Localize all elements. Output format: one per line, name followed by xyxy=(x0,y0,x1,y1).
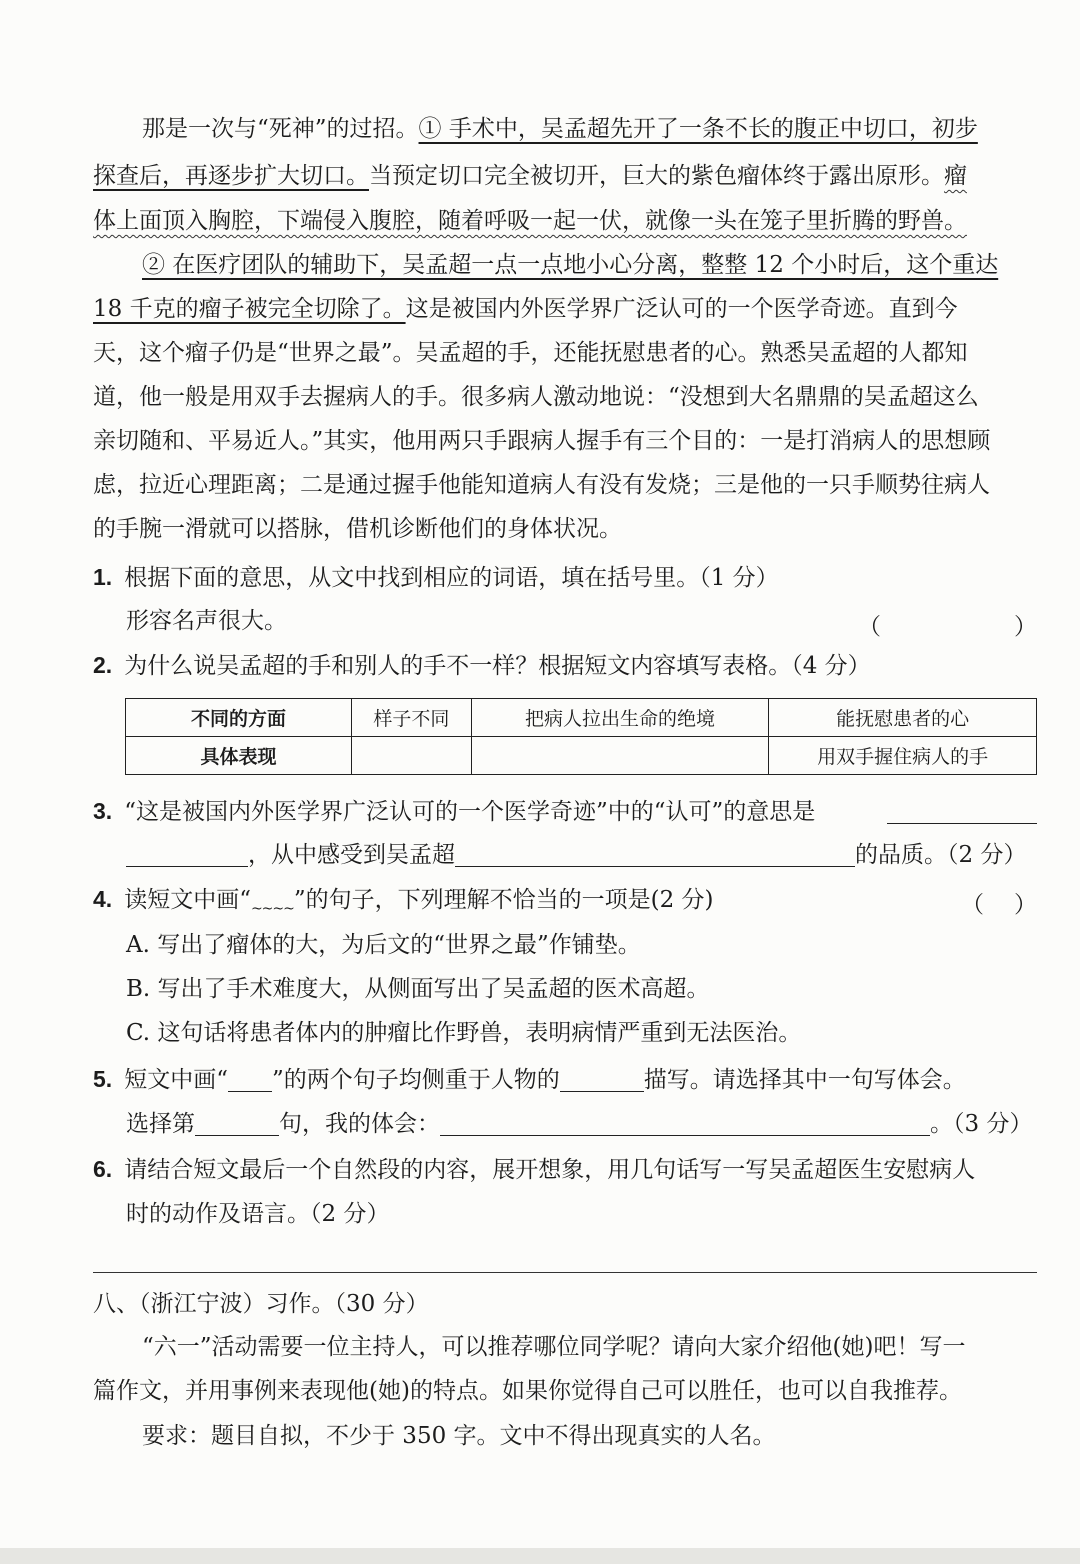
question-3-line2: ，从中感受到吴孟超 的品质。（2 分） xyxy=(126,844,1026,867)
wavy-sentence: 瘤 xyxy=(944,163,967,189)
underlined-sentence-1-cont: 探查后，再逐步扩大切口。 xyxy=(93,163,369,189)
answer-paren-left: （ xyxy=(961,892,984,918)
answer-paren-right: ） xyxy=(1014,892,1037,918)
passage-line: 探查后，再逐步扩大切口。当预定切口完全被切开，巨大的紫色瘤体终于露出原形。瘤 xyxy=(93,163,967,189)
table-cell: 具体表现 xyxy=(126,737,352,775)
question-1-prompt: 形容名声很大。 xyxy=(126,608,287,634)
table-cell-blank[interactable] xyxy=(471,737,768,775)
passage-line: 道，他一般是用双手去握病人的手。很多病人激动地说：“没想到大名鼎鼎的吴孟超这么 xyxy=(93,384,979,410)
table-cell: 用双手握住病人的手 xyxy=(769,737,1037,775)
table-cell: 把病人拉出生命的绝境 xyxy=(471,699,768,737)
wavy-sentence-cont: 体上面顶入胸腔，下端侵入腹腔，随着呼吸一起一伏，就像一头在笼子里折腾的野兽。 xyxy=(93,208,967,234)
underlined-sentence-1: ① 手术中，吴孟超先开了一条不长的腹正中切口，初步 xyxy=(418,116,978,142)
answer-blank[interactable] xyxy=(440,1113,930,1136)
wavy-line-symbol: ~~~~ xyxy=(250,901,294,917)
table-cell: 样子不同 xyxy=(352,699,472,737)
answer-table xyxy=(125,698,1037,775)
underlined-sentence-2: ② 在医疗团队的辅助下，吴孟超一点一点地小心分离，整整 12 个小时后，这个重达 xyxy=(142,252,999,278)
question-number: 3. xyxy=(93,798,113,824)
table-cell: 不同的方面 xyxy=(126,699,352,737)
question-number: 2. xyxy=(93,652,113,678)
answer-paren-right: ） xyxy=(1014,614,1037,640)
question-2: 2. 为什么说吴孟超的手和别人的手不一样？根据短文内容填写表格。（4 分） xyxy=(93,652,871,679)
table-row xyxy=(126,737,1037,775)
answer-blank[interactable] xyxy=(560,1069,644,1092)
option-a[interactable]: A. 写出了瘤体的大，为后文的“世界之最”作铺垫。 xyxy=(126,932,641,958)
section-title: 八、（浙江宁波）习作。（30 分） xyxy=(93,1291,429,1317)
question-1: 1. 根据下面的意思，从文中找到相应的词语，填在括号里。（1 分） xyxy=(93,564,779,591)
answer-blank[interactable] xyxy=(126,844,248,867)
question-3: 3. “这是被国内外医学界广泛认可的一个医学奇迹”中的“认可”的意思是 xyxy=(93,798,816,825)
question-6-line2: 时的动作及语言。（2 分） xyxy=(126,1201,390,1227)
passage-line: 亲切随和、平易近人。”其实，他用两只手跟病人握手有三个目的：一是打消病人的思想顾 xyxy=(93,428,991,454)
passage-line: 那是一次与“死神”的过招。① 手术中，吴孟超先开了一条不长的腹正中切口，初步 xyxy=(142,116,978,142)
prompt-line: 篇作文，并用事例来表现他(她)的特点。如果你觉得自己可以胜任，也可以自我推荐。 xyxy=(93,1378,962,1404)
passage-line xyxy=(142,254,998,277)
question-4: 4. 读短文中画“$_{\sim\sim\sim\sim}$”的句子，下列理解不恰当的一项是(2 分) xyxy=(93,886,714,917)
answer-paren-left: （ xyxy=(858,614,881,640)
table-cell: 能抚慰患者的心 xyxy=(769,699,1037,737)
answer-blank[interactable] xyxy=(455,844,855,867)
table-cell-blank[interactable] xyxy=(352,737,472,775)
option-b[interactable]: B. 写出了手术难度大，从侧面写出了吴孟超的医术高超。 xyxy=(126,976,710,1002)
passage-line: 天，这个瘤子仍是“世界之最”。吴孟超的手，还能抚慰患者的心。熟悉吴孟超的人都知 xyxy=(93,340,968,366)
question-number: 4. xyxy=(93,886,113,912)
question-5-line2: 选择第 句，我的体会： 。（3 分） xyxy=(126,1111,1033,1137)
table-row xyxy=(126,699,1037,737)
answer-line[interactable] xyxy=(93,1272,1037,1273)
question-number: 5. xyxy=(93,1066,113,1092)
passage-line: 的手腕一滑就可以搭脉，借机诊断他们的身体状况。 xyxy=(93,516,622,542)
option-c[interactable]: C. 这句话将患者体内的肿瘤比作野兽，表明病情严重到无法医治。 xyxy=(126,1020,802,1046)
underlined-sentence-2-cont: 18 千克的瘤子被完全切除了。 xyxy=(93,296,406,322)
passage-line xyxy=(93,210,967,233)
question-6: 6. 请结合短文最后一个自然段的内容，展开想象，用几句话写一写吴孟超医生安慰病人 xyxy=(93,1156,976,1183)
question-5: 5. 短文中画“ ”的两个句子均侧重于人物的 描写。请选择其中一句写体会。 xyxy=(93,1066,966,1093)
requirements: 要求：题目自拟，不少于 350 字。文中不得出现真实的人名。 xyxy=(142,1423,776,1449)
passage-line: 18 千克的瘤子被完全切除了。这是被国内外医学界广泛认可的一个医学奇迹。直到今 xyxy=(93,296,958,322)
question-number: 6. xyxy=(93,1156,113,1182)
passage-line: 虑，拉近心理距离；二是通过握手他能知道病人有没有发烧；三是他的一只手顺势往病人 xyxy=(93,472,990,498)
answer-blank[interactable] xyxy=(195,1113,279,1136)
question-number: 1. xyxy=(93,564,113,590)
answer-blank[interactable] xyxy=(887,801,1037,824)
page-edge xyxy=(0,1548,1080,1564)
prompt-line: “六一”活动需要一位主持人，可以推荐哪位同学呢？请向大家介绍他(她)吧！写一 xyxy=(142,1334,966,1360)
underline-symbol xyxy=(228,1069,272,1092)
